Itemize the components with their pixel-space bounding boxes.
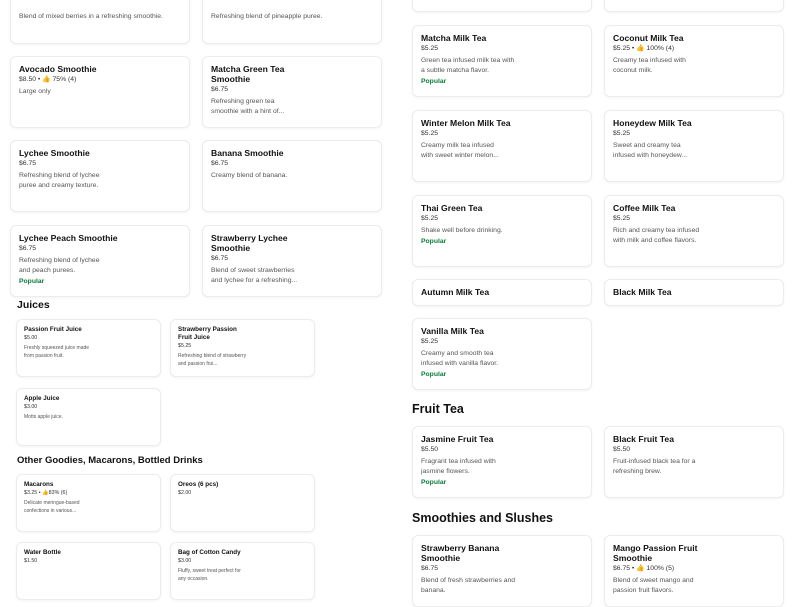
item-price: $3.00	[24, 404, 38, 410]
item-price: $5.25	[421, 130, 439, 137]
menu-item-matcha-milk-tea[interactable]	[412, 25, 592, 97]
menu-item-avocado-smoothie[interactable]	[10, 56, 190, 128]
item-description: Blend of fresh strawberries and banana.	[421, 577, 516, 594]
menu-item-strawberry-lychee-smoothie[interactable]	[202, 225, 382, 297]
menu-item-black-fruit-tea[interactable]	[604, 426, 784, 498]
popular-badge: Popular	[421, 479, 447, 486]
menu-item-partial-top-left[interactable]	[412, 0, 592, 12]
item-description: Refreshing blend of lychee puree and creamy texture.	[19, 172, 100, 189]
thumbs-up-icon: 👍	[636, 45, 645, 52]
item-price: $6.75	[19, 245, 37, 252]
menu-item-mango-passion-fruit-smoothie[interactable]	[604, 535, 784, 607]
item-name: Strawberry Lychee Smoothie	[211, 233, 288, 253]
popular-badge: Popular	[19, 278, 45, 285]
item-price: $6.75	[211, 160, 229, 167]
menu-item-passion-fruit-juice[interactable]	[16, 319, 161, 377]
menu-item-black-milk-tea[interactable]	[604, 279, 784, 306]
item-description: Green tea infused milk tea with a subtle matcha flavor.	[421, 57, 515, 74]
item-description: Creamy and smooth tea infused with vanilla flavor.	[421, 350, 499, 367]
item-description: Shake well before drinking.	[421, 227, 503, 234]
menu-item-matcha-green-tea-smoothie[interactable]	[202, 56, 382, 128]
item-description: Creamy milk tea infused with sweet winter melon...	[421, 142, 499, 159]
item-description: Refreshing blend of strawberry and passion frui...	[178, 352, 247, 367]
popular-badge: Popular	[421, 238, 447, 245]
item-price-rating: $6.75 • 👍 100% (5)	[613, 565, 675, 572]
item-description: Refreshing blend of pineapple puree.	[211, 13, 323, 20]
item-name: Banana Smoothie	[211, 148, 284, 158]
menu-item-lychee-peach-smoothie[interactable]	[10, 225, 190, 297]
item-description: Sweet and creamy tea infused with honeydew...	[613, 142, 688, 159]
menu-item-water-bottle[interactable]	[16, 542, 161, 600]
menu-item-vanilla-milk-tea[interactable]	[412, 318, 592, 390]
thumbs-up-icon: 👍	[42, 76, 51, 83]
menu-item-winter-melon-milk-tea[interactable]	[412, 110, 592, 182]
thumbs-up-icon: 👍	[42, 490, 49, 496]
menu-item-honeydew-milk-tea[interactable]	[604, 110, 784, 182]
popular-badge: Popular	[421, 371, 447, 378]
item-description: Blend of sweet mango and passion fruit flavors.	[613, 577, 694, 594]
menu-item-banana-smoothie[interactable]	[202, 140, 382, 212]
item-name: Matcha Green Tea Smoothie	[211, 64, 285, 84]
item-name: Vanilla Milk Tea	[421, 326, 484, 336]
section-heading-fruit-tea: Fruit Tea	[412, 402, 464, 416]
item-description: Motts apple juice.	[24, 413, 63, 420]
item-name: Avocado Smoothie	[19, 64, 97, 74]
item-price: $5.25	[421, 338, 439, 345]
menu-item-pineapple-smoothie[interactable]	[202, 0, 382, 44]
item-description: Blend of mixed berries in a refreshing smoothie.	[19, 13, 163, 20]
item-description: Large only	[19, 88, 51, 95]
menu-item-mixed-berry-smoothie[interactable]	[10, 0, 190, 44]
item-name: Autumn Milk Tea	[421, 287, 490, 297]
item-price: $6.75	[211, 86, 229, 93]
menu-item-partial-top-right[interactable]	[604, 0, 784, 12]
item-price: $1.50	[24, 558, 38, 564]
menu-item-apple-juice[interactable]	[16, 388, 161, 446]
item-description: Fruit-infused black tea for a refreshing brew.	[613, 458, 696, 475]
item-name: Apple Juice	[24, 395, 60, 402]
menu-item-strawberry-passion-fruit-juice[interactable]	[170, 319, 315, 377]
menu-item-autumn-milk-tea[interactable]	[412, 279, 592, 306]
menu-item-coconut-milk-tea[interactable]	[604, 25, 784, 97]
menu-item-coffee-milk-tea[interactable]	[604, 195, 784, 267]
item-name: Strawberry Passion Fruit Juice	[178, 326, 237, 341]
thumbs-up-icon: 👍	[636, 565, 645, 572]
item-price: $2.00	[178, 490, 192, 496]
item-name: Honeydew Milk Tea	[613, 118, 692, 128]
section-heading-other-goodies: Other Goodies, Macarons, Bottled Drinks	[17, 455, 203, 466]
menu-item-oreos[interactable]	[170, 474, 315, 532]
popular-badge: Popular	[421, 78, 447, 85]
item-description: Refreshing green tea smoothie with a hint of...	[211, 98, 285, 115]
item-price-rating: $5.25 • 👍 100% (4)	[613, 45, 675, 52]
item-price: $5.25	[421, 215, 439, 222]
section-heading-juices: Juices	[17, 299, 50, 311]
item-description: Fluffy, sweet treat perfect for any occasion.	[178, 567, 241, 582]
item-price: $5.25	[421, 45, 439, 52]
item-description: Freshly squeezed juice made from passion fruit.	[24, 344, 90, 359]
item-name: Water Bottle	[24, 549, 61, 556]
item-name: Mango Passion Fruit Smoothie	[613, 543, 698, 563]
menu-item-thai-green-tea[interactable]	[412, 195, 592, 267]
item-name: Oreos (6 pcs)	[178, 481, 219, 488]
item-description: Fragrant tea infused with jasmine flowers.	[421, 458, 496, 475]
item-description: Blend of sweet strawberries and lychee for a refreshing...	[211, 267, 298, 284]
item-price: $5.00	[24, 335, 38, 341]
item-price: $5.25	[613, 215, 631, 222]
item-price-rating: $3.25 • 👍83% (6)	[24, 490, 68, 496]
item-price: $5.25	[178, 343, 192, 349]
menu-item-cotton-candy[interactable]	[170, 542, 315, 600]
menu-item-macarons[interactable]	[16, 474, 161, 532]
item-price: $5.25	[613, 130, 631, 137]
item-name: Bag of Cotton Candy	[178, 549, 241, 556]
menu-item-strawberry-banana-smoothie[interactable]	[412, 535, 592, 607]
item-name: Strawberry Banana Smoothie	[421, 543, 500, 563]
menu-item-jasmine-fruit-tea[interactable]	[412, 426, 592, 498]
item-description: Refreshing blend of lychee and peach purees.	[19, 257, 100, 274]
item-price: $3.00	[178, 558, 192, 564]
item-price-rating: $8.50 • 👍 75% (4)	[19, 76, 77, 83]
item-price: $6.75	[19, 160, 37, 167]
section-heading-smoothies-slushes: Smoothies and Slushes	[412, 511, 554, 525]
item-name: Winter Melon Milk Tea	[421, 118, 511, 128]
item-price: $5.50	[613, 446, 631, 453]
item-name: Coffee Milk Tea	[613, 203, 676, 213]
item-name: Thai Green Tea	[421, 203, 483, 213]
item-name: Lychee Peach Smoothie	[19, 233, 118, 243]
item-name: Coconut Milk Tea	[613, 33, 684, 43]
item-description: Delicate meringue-based confections in various...	[24, 499, 80, 514]
menu-item-lychee-smoothie[interactable]	[10, 140, 190, 212]
item-description: Rich and creamy tea infused with milk and coffee flavors.	[613, 227, 700, 244]
item-name: Macarons	[24, 481, 54, 488]
item-price: $6.75	[211, 255, 229, 262]
item-name: Matcha Milk Tea	[421, 33, 487, 43]
item-name: Jasmine Fruit Tea	[421, 434, 494, 444]
item-description: Creamy tea infused with coconut milk.	[613, 57, 686, 74]
item-name: Lychee Smoothie	[19, 148, 90, 158]
item-name: Black Milk Tea	[613, 287, 672, 297]
item-description: Creamy blend of banana.	[211, 172, 288, 179]
item-price: $6.75	[421, 565, 439, 572]
item-name: Passion Fruit Juice	[24, 326, 82, 333]
item-price: $5.50	[421, 446, 439, 453]
item-name: Black Fruit Tea	[613, 434, 674, 444]
